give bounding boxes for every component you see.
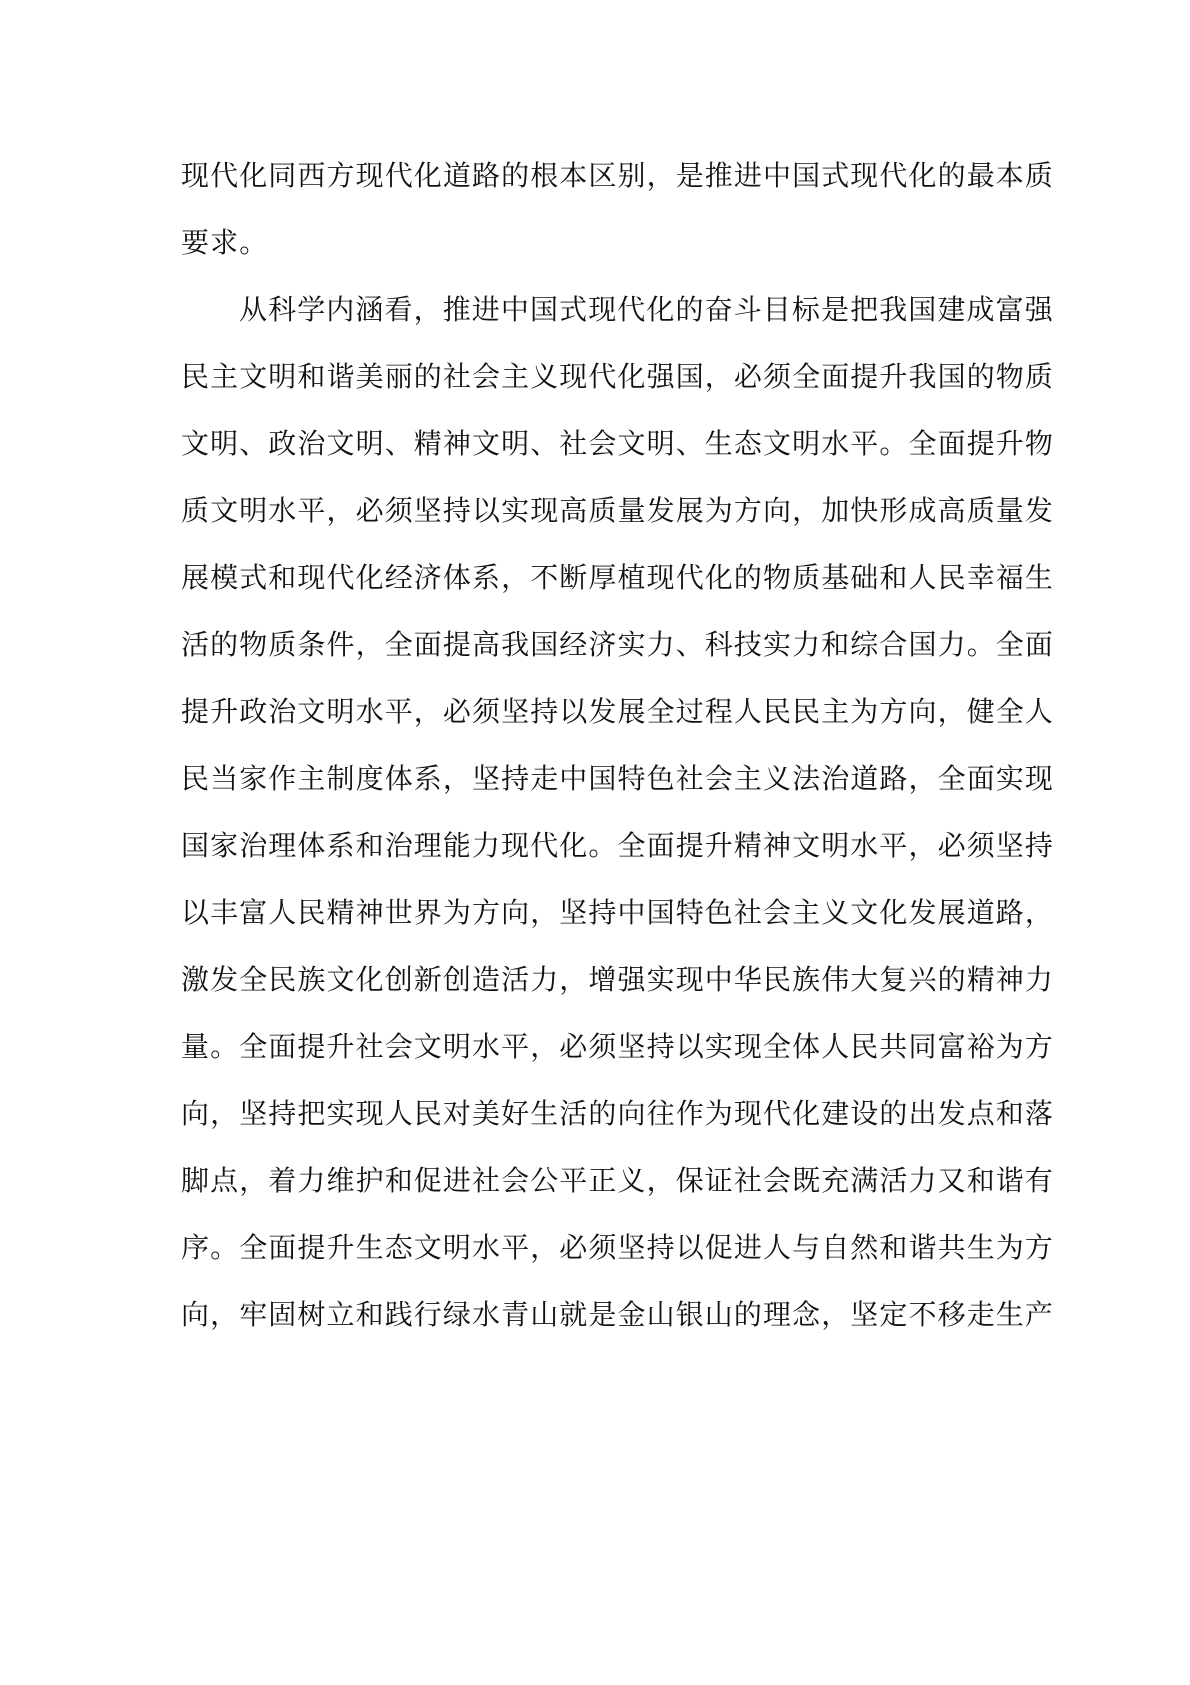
- text-line: 国家治理体系和治理能力现代化。全面提升精神文明水平，必须坚持: [181, 829, 1055, 862]
- text-line: 序。全面提升生态文明水平，必须坚持以促进人与自然和谐共生为方: [181, 1231, 1055, 1264]
- text-line: 质文明水平，必须坚持以实现高质量发展为方向，加快形成高质量发: [181, 494, 1055, 527]
- text-line: 展模式和现代化经济体系，不断厚植现代化的物质基础和人民幸福生: [181, 561, 1055, 594]
- text-line: 量。全面提升社会文明水平，必须坚持以实现全体人民共同富裕为方: [181, 1030, 1055, 1063]
- text-line: 激发全民族文化创新创造活力，增强实现中华民族伟大复兴的精神力: [181, 963, 1055, 996]
- text-line: 现代化同西方现代化道路的根本区别，是推进中国式现代化的最本质: [181, 159, 1055, 192]
- text-line: 提升政治文明水平，必须坚持以发展全过程人民民主为方向，健全人: [181, 695, 1055, 728]
- paragraph-first-line: 从科学内涵看，推进中国式现代化的奋斗目标是把我国建成富强: [239, 293, 1054, 326]
- text-line: 活的物质条件，全面提高我国经济实力、科技实力和综合国力。全面: [181, 628, 1055, 661]
- text-line: 向，牢固树立和践行绿水青山就是金山银山的理念，坚定不移走生产: [181, 1298, 1055, 1331]
- text-line: 民主文明和谐美丽的社会主义现代化强国，必须全面提升我国的物质: [181, 360, 1055, 393]
- text-line: 民当家作主制度体系，坚持走中国特色社会主义法治道路，全面实现: [181, 762, 1055, 795]
- text-line: 文明、政治文明、精神文明、社会文明、生态文明水平。全面提升物: [181, 427, 1055, 460]
- text-line: 要求。: [181, 226, 269, 259]
- text-line: 向，坚持把实现人民对美好生活的向往作为现代化建设的出发点和落: [181, 1097, 1055, 1130]
- text-line: 脚点，着力维护和促进社会公平正义，保证社会既充满活力又和谐有: [181, 1164, 1055, 1197]
- text-line: 以丰富人民精神世界为方向，坚持中国特色社会主义文化发展道路，: [181, 896, 1055, 929]
